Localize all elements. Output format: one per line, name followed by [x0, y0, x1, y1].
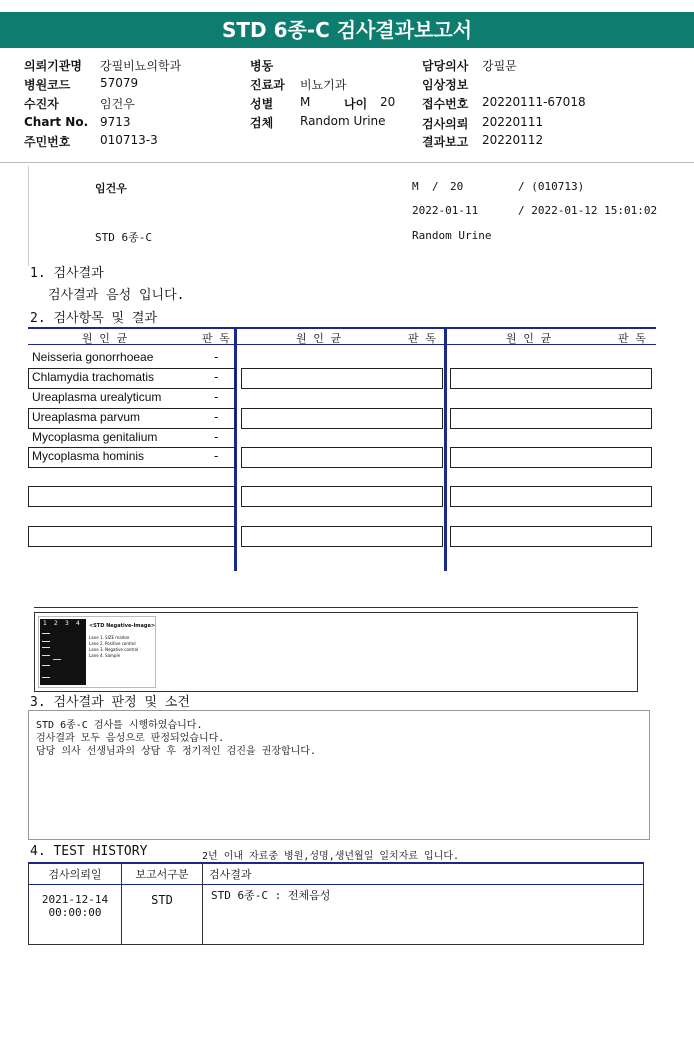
rrn-label: 주민번호 — [24, 135, 71, 149]
doctor-label: 담당의사 — [422, 59, 469, 73]
history-table — [28, 862, 644, 945]
lane-2-label: 2 — [54, 620, 58, 627]
history-header-date: 검사의뢰일 — [29, 863, 122, 885]
summary-sex: M — [412, 180, 419, 193]
empty-box-c2-5 — [241, 526, 443, 547]
sex-label: 성별 — [250, 97, 274, 111]
result-row-1: - — [214, 350, 219, 364]
history-header-type: 보고서구분 — [122, 863, 203, 885]
empty-box-c2-2 — [241, 408, 443, 429]
request-label: 검사의뢰 — [422, 117, 469, 131]
summary-age: 20 — [450, 180, 464, 193]
institution-value: 강필비뇨의학과 — [100, 59, 182, 73]
history-row — [29, 885, 644, 945]
summary-name: 임건우 — [95, 182, 127, 195]
request-value: 20220111 — [482, 115, 544, 129]
dept-value: 비뇨기과 — [300, 78, 347, 92]
empty-box-c1-1 — [28, 486, 236, 507]
section1-text: 검사결과 음성 입니다. — [48, 288, 185, 303]
col-organism-2: 원 인 균 — [296, 332, 342, 345]
organism-row-3: Ureaplasma urealyticum — [32, 390, 162, 404]
opinion-line-1: STD 6종-C 검사를 시행하였습니다. — [36, 720, 203, 731]
rrn-value: 010713-3 — [100, 133, 158, 147]
gel-caption: <STD Negative-Image> — [89, 623, 156, 629]
empty-box-c2-4 — [241, 486, 443, 507]
section2-title: 2. 검사항목 및 결과 — [30, 311, 158, 326]
organism-row-1: Neisseria gonorrhoeae — [32, 350, 154, 364]
empty-box-c3-2 — [450, 408, 652, 429]
chart-label: Chart No. — [24, 115, 89, 129]
empty-box-c3-1 — [450, 368, 652, 389]
lane-3-label: 3 — [65, 620, 69, 627]
column-divider-2 — [444, 329, 447, 571]
col-organism-3: 원 인 균 — [506, 332, 552, 345]
hospital-code-label: 병원코드 — [24, 78, 71, 92]
report-label: 결과보고 — [422, 135, 469, 149]
history-header-result: 검사결과 — [203, 863, 644, 885]
age-label: 나이 — [344, 97, 368, 111]
section4-title: 4. TEST HISTORY — [30, 844, 148, 859]
organism-row-6: Mycoplasma hominis — [32, 449, 145, 463]
gel-legend-2: Lane 2. Positive control — [89, 641, 136, 646]
col-judge-2: 판 독 — [408, 332, 436, 345]
empty-box-c1-2 — [28, 526, 236, 547]
opinion-line-2: 검사결과 모두 음성으로 판정되었습니다. — [36, 733, 225, 744]
section1-title: 1. 검사결과 — [30, 266, 104, 281]
gel-legend-3: Lane 3. Negative control — [89, 647, 139, 652]
col-judge-3: 판 독 — [618, 332, 646, 345]
specimen-value: Random Urine — [300, 114, 386, 128]
summary-report-datetime: / 2022-01-12 15:01:02 — [518, 204, 658, 217]
report-title: STD 6종-C 검사결과보고서 — [0, 12, 694, 48]
gel-legend-4: Lane 4. Sample — [89, 653, 121, 658]
gel-legend-1: Lane 1. SIZE marker — [89, 635, 130, 640]
receipt-label: 접수번호 — [422, 97, 469, 111]
empty-box-c2-3 — [241, 447, 443, 468]
gel-top-rule — [34, 607, 638, 608]
col-organism-1: 원 인 균 — [82, 332, 128, 345]
age-value: 20 — [380, 95, 396, 109]
organism-row-5: Mycoplasma genitalium — [32, 430, 158, 444]
empty-box-c3-5 — [450, 526, 652, 547]
institution-label: 의뢰기관명 — [24, 59, 82, 73]
gel-image — [38, 616, 156, 688]
left-border — [28, 166, 29, 266]
receipt-value: 20220111-67018 — [482, 95, 586, 109]
organism-row-4: Ureaplasma parvum — [32, 410, 141, 424]
hospital-code-value: 57079 — [100, 76, 139, 90]
patient-label: 수진자 — [24, 97, 59, 111]
history-date-cell — [29, 885, 122, 945]
result-row-5: - — [214, 430, 219, 444]
section3-title: 3. 검사결과 판정 및 소견 — [30, 695, 190, 710]
opinion-line-3: 담당 의사 선생님과의 상담 후 정기적인 검진을 권장합니다. — [36, 746, 317, 757]
gel-lanes-image — [40, 619, 86, 685]
table-top-rule — [28, 327, 656, 329]
dept-label: 진료과 — [250, 78, 285, 92]
history-result: STD 6종-C : 전체음성 — [203, 885, 644, 945]
summary-slash: / — [432, 180, 439, 193]
chart-value: 9713 — [100, 115, 131, 129]
empty-box-c2-1 — [241, 368, 443, 389]
col-judge-1: 판 독 — [202, 332, 230, 345]
ward-label: 병동 — [250, 59, 274, 73]
clinical-label: 임상정보 — [422, 78, 469, 92]
history-time: 00:00:00 — [48, 906, 102, 919]
report-value: 20220112 — [482, 133, 544, 147]
history-date: 2021-12-14 — [41, 893, 109, 906]
sex-value: M — [300, 95, 311, 109]
history-note: 2년 이내 자료중 병원,성명,생년월일 일치자료 입니다. — [202, 851, 460, 862]
lane-1-label: 1 — [43, 620, 47, 627]
summary-test-name: STD 6종-C — [95, 231, 152, 244]
result-row-2: - — [214, 370, 219, 384]
empty-box-c3-3 — [450, 447, 652, 468]
history-type: STD — [122, 885, 203, 945]
specimen-label: 검체 — [250, 116, 274, 130]
patient-value: 임건우 — [100, 97, 135, 111]
empty-box-c3-4 — [450, 486, 652, 507]
doctor-value: 강필문 — [482, 59, 517, 73]
lane-4-label: 4 — [76, 620, 80, 627]
summary-specimen: Random Urine — [412, 229, 492, 242]
summary-birth: / (010713) — [518, 180, 585, 193]
result-row-3: - — [214, 390, 219, 404]
result-row-6: - — [214, 449, 219, 463]
result-row-4: - — [214, 410, 219, 424]
summary-request-date: 2022-01-11 — [412, 204, 479, 217]
organism-row-2: Chlamydia trachomatis — [32, 370, 155, 384]
